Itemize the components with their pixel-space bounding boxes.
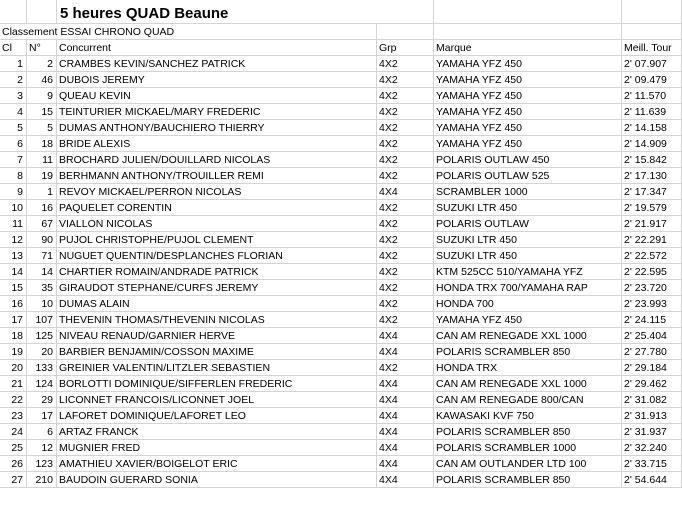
cell-concurrent: DUBOIS JEREMY xyxy=(57,72,377,88)
table-row xyxy=(0,360,682,376)
cell-tour: 2' 07.907 xyxy=(622,56,682,72)
cell-grp: 4X4 xyxy=(377,440,434,456)
table-row xyxy=(0,392,682,408)
cell-tour: 2' 22.291 xyxy=(622,232,682,248)
table-row xyxy=(0,280,682,296)
cell-num: 71 xyxy=(27,248,57,264)
cell-cl: 3 xyxy=(0,88,27,104)
cell-grp: 4X2 xyxy=(377,280,434,296)
cell-concurrent: PUJOL CHRISTOPHE/PUJOL CLEMENT xyxy=(57,232,377,248)
sheet-subtitle: Classement ESSAI CHRONO QUAD xyxy=(2,26,175,38)
cell-num: 15 xyxy=(27,104,57,120)
cell-concurrent: CHARTIER ROMAIN/ANDRADE PATRICK xyxy=(57,264,377,280)
cell-concurrent: TEINTURIER MICKAEL/MARY FREDERIC xyxy=(57,104,377,120)
cell-marque: YAMAHA YFZ 450 xyxy=(434,56,622,72)
cell-num: 124 xyxy=(27,376,57,392)
cell-grp: 4X2 xyxy=(377,216,434,232)
cell-num: 11 xyxy=(27,152,57,168)
cell-cl: 9 xyxy=(0,184,27,200)
table-row xyxy=(0,248,682,264)
cell-num: 10 xyxy=(27,296,57,312)
cell-marque: YAMAHA YFZ 450 xyxy=(434,312,622,328)
cell-cl: 21 xyxy=(0,376,27,392)
cell-tour: 2' 32.240 xyxy=(622,440,682,456)
cell-cl: 23 xyxy=(0,408,27,424)
cell-marque: POLARIS SCRAMBLER 1000 xyxy=(434,440,622,456)
table-row xyxy=(0,152,682,168)
cell-cl: 24 xyxy=(0,424,27,440)
cell-grp: 4X2 xyxy=(377,200,434,216)
cell-num: 19 xyxy=(27,168,57,184)
cell-marque: POLARIS SCRAMBLER 850 xyxy=(434,344,622,360)
cell-cl: 27 xyxy=(0,472,27,488)
cell-tour: 2' 31.913 xyxy=(622,408,682,424)
cell-grp: 4X2 xyxy=(377,232,434,248)
header-cl: Cl xyxy=(0,40,27,56)
cell-grp: 4X2 xyxy=(377,296,434,312)
cell-concurrent: LICONNET FRANCOIS/LICONNET JOEL xyxy=(57,392,377,408)
cell-num: 107 xyxy=(27,312,57,328)
cell-tour: 2' 27.780 xyxy=(622,344,682,360)
cell-concurrent: GREINIER VALENTIN/LITZLER SEBASTIEN xyxy=(57,360,377,376)
cell-tour: 2' 11.570 xyxy=(622,88,682,104)
table-row xyxy=(0,376,682,392)
cell-concurrent: BAUDOIN GUERARD SONIA xyxy=(57,472,377,488)
cell-grp: 4X2 xyxy=(377,360,434,376)
cell-concurrent: LAFORET DOMINIQUE/LAFORET LEO xyxy=(57,408,377,424)
table-row xyxy=(0,72,682,88)
cell-tour: 2' 17.130 xyxy=(622,168,682,184)
cell-concurrent: DUMAS ANTHONY/BAUCHIERO THIERRY xyxy=(57,120,377,136)
cell-grp: 4X2 xyxy=(377,136,434,152)
cell-grp: 4X4 xyxy=(377,392,434,408)
cell-grp: 4X4 xyxy=(377,376,434,392)
subtitle-row xyxy=(0,24,682,40)
table-row xyxy=(0,56,682,72)
cell-cl: 5 xyxy=(0,120,27,136)
cell-concurrent: ARTAZ FRANCK xyxy=(57,424,377,440)
cell-num: 2 xyxy=(27,56,57,72)
cell-tour: 2' 25.404 xyxy=(622,328,682,344)
table-row xyxy=(0,232,682,248)
cell-cl: 13 xyxy=(0,248,27,264)
cell-tour: 2' 29.184 xyxy=(622,360,682,376)
cell-grp: 4X2 xyxy=(377,88,434,104)
cell-tour: 2' 14.158 xyxy=(622,120,682,136)
cell-grp: 4X2 xyxy=(377,248,434,264)
cell-cl: 26 xyxy=(0,456,27,472)
cell-cl: 15 xyxy=(0,280,27,296)
cell-grp: 4X4 xyxy=(377,456,434,472)
cell-marque: CAN AM RENEGADE XXL 1000 xyxy=(434,376,622,392)
cell-num: 125 xyxy=(27,328,57,344)
cell-marque: SUZUKI LTR 450 xyxy=(434,248,622,264)
cell-cl: 18 xyxy=(0,328,27,344)
cell-marque: YAMAHA YFZ 450 xyxy=(434,88,622,104)
cell-marque: YAMAHA YFZ 450 xyxy=(434,136,622,152)
cell-num: 17 xyxy=(27,408,57,424)
table-row xyxy=(0,184,682,200)
cell-num: 35 xyxy=(27,280,57,296)
table-row xyxy=(0,264,682,280)
cell-tour: 2' 23.993 xyxy=(622,296,682,312)
cell-cl: 16 xyxy=(0,296,27,312)
cell-grp: 4X4 xyxy=(377,424,434,440)
cell-marque: HONDA 700 xyxy=(434,296,622,312)
cell-tour: 2' 33.715 xyxy=(622,456,682,472)
cell-marque: POLARIS OUTLAW 450 xyxy=(434,152,622,168)
cell-marque: POLARIS SCRAMBLER 850 xyxy=(434,472,622,488)
cell-concurrent: NIVEAU RENAUD/GARNIER HERVE xyxy=(57,328,377,344)
cell-grp: 4X2 xyxy=(377,56,434,72)
cell-grp: 4X2 xyxy=(377,168,434,184)
cell-concurrent: REVOY MICKAEL/PERRON NICOLAS xyxy=(57,184,377,200)
cell-grp: 4X4 xyxy=(377,184,434,200)
cell-grp: 4X2 xyxy=(377,120,434,136)
cell-num: 14 xyxy=(27,264,57,280)
cell-marque: POLARIS OUTLAW 525 xyxy=(434,168,622,184)
cell-grp: 4X4 xyxy=(377,408,434,424)
cell-num: 16 xyxy=(27,200,57,216)
cell-num: 90 xyxy=(27,232,57,248)
cell-cl: 4 xyxy=(0,104,27,120)
cell-num: 5 xyxy=(27,120,57,136)
cell-tour: 2' 31.082 xyxy=(622,392,682,408)
cell-cl: 12 xyxy=(0,232,27,248)
header-tour: Meill. Tour xyxy=(622,40,682,56)
cell-cl: 17 xyxy=(0,312,27,328)
cell-num: 46 xyxy=(27,72,57,88)
cell-concurrent: QUEAU KEVIN xyxy=(57,88,377,104)
cell-marque: POLARIS OUTLAW xyxy=(434,216,622,232)
table-row xyxy=(0,200,682,216)
cell-marque: SUZUKI LTR 450 xyxy=(434,200,622,216)
cell-num: 20 xyxy=(27,344,57,360)
cell-num: 123 xyxy=(27,456,57,472)
cell-tour: 2' 31.937 xyxy=(622,424,682,440)
cell-marque: SCRAMBLER 1000 xyxy=(434,184,622,200)
table-row xyxy=(0,88,682,104)
cell-tour: 2' 54.644 xyxy=(622,472,682,488)
cell-tour: 2' 14.909 xyxy=(622,136,682,152)
cell-concurrent: PAQUELET CORENTIN xyxy=(57,200,377,216)
cell-num: 6 xyxy=(27,424,57,440)
table-header-row xyxy=(0,40,682,56)
cell-concurrent: BORLOTTI DOMINIQUE/SIFFERLEN FREDERIC xyxy=(57,376,377,392)
table-row xyxy=(0,104,682,120)
cell-tour: 2' 21.917 xyxy=(622,216,682,232)
cell-num: 210 xyxy=(27,472,57,488)
cell-cl: 8 xyxy=(0,168,27,184)
cell-tour: 2' 24.115 xyxy=(622,312,682,328)
cell-grp: 4X4 xyxy=(377,472,434,488)
cell-concurrent: NUGUET QUENTIN/DESPLANCHES FLORIAN xyxy=(57,248,377,264)
cell-marque: YAMAHA YFZ 450 xyxy=(434,104,622,120)
cell-tour: 2' 09.479 xyxy=(622,72,682,88)
cell-marque: CAN AM RENEGADE 800/CAN xyxy=(434,392,622,408)
table-row xyxy=(0,312,682,328)
cell-grp: 4X4 xyxy=(377,328,434,344)
cell-concurrent: VIALLON NICOLAS xyxy=(57,216,377,232)
cell-concurrent: CRAMBES KEVIN/SANCHEZ PATRICK xyxy=(57,56,377,72)
cell-marque: KTM 525CC 510/YAMAHA YFZ xyxy=(434,264,622,280)
cell-concurrent: BERHMANN ANTHONY/TROUILLER REMI xyxy=(57,168,377,184)
cell-marque: HONDA TRX xyxy=(434,360,622,376)
cell-cl: 19 xyxy=(0,344,27,360)
header-num: N° xyxy=(27,40,57,56)
cell-concurrent: THEVENIN THOMAS/THEVENIN NICOLAS xyxy=(57,312,377,328)
table-row xyxy=(0,328,682,344)
cell-concurrent: MUGNIER FRED xyxy=(57,440,377,456)
cell-cl: 22 xyxy=(0,392,27,408)
cell-marque: HONDA TRX 700/YAMAHA RAP xyxy=(434,280,622,296)
cell-num: 18 xyxy=(27,136,57,152)
cell-tour: 2' 11.639 xyxy=(622,104,682,120)
table-row xyxy=(0,456,682,472)
cell-num: 1 xyxy=(27,184,57,200)
cell-tour: 2' 22.595 xyxy=(622,264,682,280)
table-row xyxy=(0,168,682,184)
cell-num: 133 xyxy=(27,360,57,376)
cell-tour: 2' 19.579 xyxy=(622,200,682,216)
cell-cl: 10 xyxy=(0,200,27,216)
cell-marque: SUZUKI LTR 450 xyxy=(434,232,622,248)
table-row xyxy=(0,472,682,488)
cell-grp: 4X2 xyxy=(377,104,434,120)
cell-num: 67 xyxy=(27,216,57,232)
cell-cl: 1 xyxy=(0,56,27,72)
cell-marque: YAMAHA YFZ 450 xyxy=(434,120,622,136)
cell-tour: 2' 15.842 xyxy=(622,152,682,168)
cell-cl: 7 xyxy=(0,152,27,168)
cell-concurrent: BROCHARD JULIEN/DOUILLARD NICOLAS xyxy=(57,152,377,168)
table-row xyxy=(0,440,682,456)
cell-cl: 11 xyxy=(0,216,27,232)
cell-cl: 2 xyxy=(0,72,27,88)
cell-concurrent: AMATHIEU XAVIER/BOIGELOT ERIC xyxy=(57,456,377,472)
cell-grp: 4X2 xyxy=(377,72,434,88)
cell-concurrent: GIRAUDOT STEPHANE/CURFS JEREMY xyxy=(57,280,377,296)
cell-marque: YAMAHA YFZ 450 xyxy=(434,72,622,88)
cell-tour: 2' 22.572 xyxy=(622,248,682,264)
cell-concurrent: DUMAS ALAIN xyxy=(57,296,377,312)
cell-cl: 14 xyxy=(0,264,27,280)
cell-grp: 4X4 xyxy=(377,344,434,360)
table-row xyxy=(0,408,682,424)
table-row xyxy=(0,136,682,152)
header-grp: Grp xyxy=(377,40,434,56)
cell-marque: CAN AM RENEGADE XXL 1000 xyxy=(434,328,622,344)
table-row xyxy=(0,296,682,312)
cell-tour: 2' 29.462 xyxy=(622,376,682,392)
header-marque: Marque xyxy=(434,40,622,56)
cell-concurrent: BRIDE ALEXIS xyxy=(57,136,377,152)
cell-num: 29 xyxy=(27,392,57,408)
table-row xyxy=(0,344,682,360)
cell-concurrent: BARBIER BENJAMIN/COSSON MAXIME xyxy=(57,344,377,360)
cell-cl: 25 xyxy=(0,440,27,456)
cell-cl: 6 xyxy=(0,136,27,152)
cell-grp: 4X2 xyxy=(377,152,434,168)
cell-marque: POLARIS SCRAMBLER 850 xyxy=(434,424,622,440)
sheet-title: 5 heures QUAD Beaune xyxy=(60,5,229,22)
cell-num: 12 xyxy=(27,440,57,456)
title-row xyxy=(0,0,682,24)
cell-grp: 4X2 xyxy=(377,312,434,328)
table-row xyxy=(0,216,682,232)
header-concurrent: Concurrent xyxy=(57,40,377,56)
table-row xyxy=(0,424,682,440)
cell-tour: 2' 17.347 xyxy=(622,184,682,200)
cell-marque: KAWASAKI KVF 750 xyxy=(434,408,622,424)
cell-cl: 20 xyxy=(0,360,27,376)
cell-marque: CAN AM OUTLANDER LTD 100 xyxy=(434,456,622,472)
cell-grp: 4X2 xyxy=(377,264,434,280)
table-row xyxy=(0,120,682,136)
cell-tour: 2' 23.720 xyxy=(622,280,682,296)
cell-num: 9 xyxy=(27,88,57,104)
